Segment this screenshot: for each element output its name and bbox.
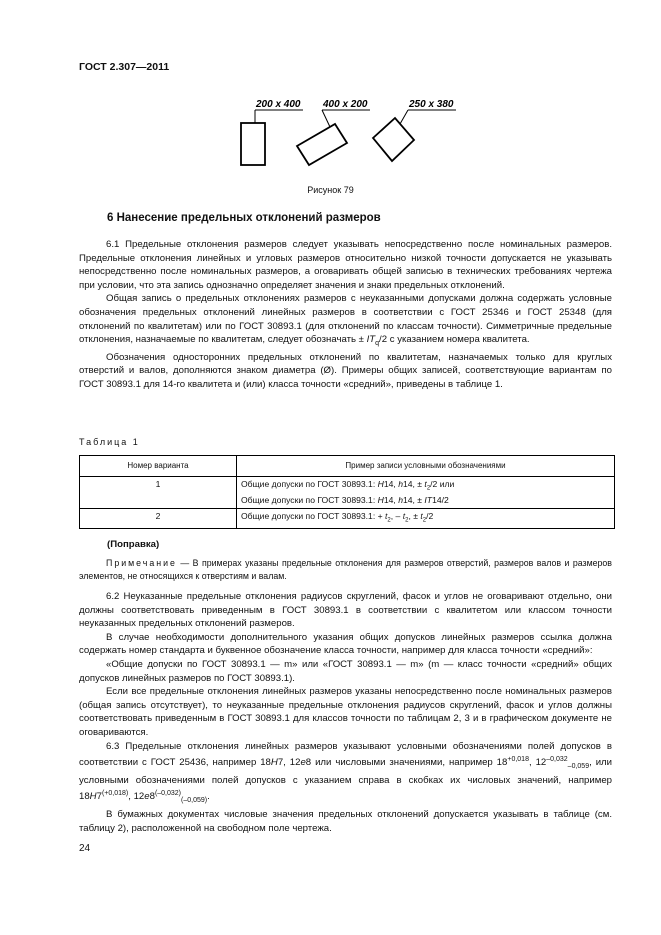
- table-cell: 1: [80, 477, 237, 509]
- paragraph: 6.3 Предельные отклонения линейных размеров указывают условными обозначениями полей допусков в соответствии с ГОСТ 25436, например 18H7, 12e8 или числовыми значениями, например $18^{+0,018}$, $12^{-0,032}_{-0,059}$, или условными обозначениями полей допусков с указанием справа в скобках их числовых значений, например $18H7^{(+0,018)}$, $12e8^{(-0,032)}_{(-0,059)}$.: [79, 740, 613, 805]
- table-header-row: [80, 456, 615, 477]
- rect-vertical: [241, 123, 265, 165]
- table-cell: Общие допуски по ГОСТ 30893.1: + $t_2$, – $t_2$, ± $t_2/2$: [237, 508, 615, 529]
- paragraph: Обозначения односторонних предельных отклонений по квалитетам, назначаемых только для круглых отверстий и валов, дополняются знаком диаметра (Ø). Примеры общих записей, соответствующие вариантам по ГОСТ 30893.1 для 14-го квалитета и (или) класса точности «средний», приведены в таблице 1.: [79, 351, 612, 390]
- paragraph: «Общие допуски по ГОСТ 30893.1 — m» или «ГОСТ 30893.1 — m» (m — класс точности «средний» общих допусков линейных размеров по ГОСТ 30893.1).: [79, 658, 612, 684]
- paragraph: 6.1 Предельные отклонения размеров следует указывать непосредственно после номинальных размеров. Предельные отклонения линейных и угловых размеров относительно низкой точности допускается не указывать непосредственно после номинальных размеров, а оговаривать общей записью в технических требованиях чертежа при условии, что эта запись однозначно определяет значения и знаки предельных отклонений.: [79, 239, 612, 291]
- note: Примечание — В примерах указаны предельные отклонения для размеров отверстий, размеров валов и размеров элементов, не относящихся к отверстиям и валам.: [79, 558, 612, 581]
- figure-label-2: 400 х 200: [323, 99, 368, 110]
- table-cell: Общие допуски по ГОСТ 30893.1: H14, h14, ± $t_2/2$ или Общие допуски по ГОСТ 30893.1: H14, h14, ± IT14/2: [237, 477, 615, 509]
- text-block-6-2: [79, 590, 612, 835]
- figure-caption: Рисунок 79: [307, 185, 354, 195]
- paragraph: Если все предельные отклонения линейных размеров указаны непосредственно после номинальных размеров (общая запись отсутствует), то неуказанные предельные отклонения радиусов скруглений, фасок и углов должны соответствовать приведенным в ГОСТ 30893.1 для классов точности по таблицам 2, 3 и в графическом документе не оговариваются.: [79, 686, 612, 738]
- table-row: [80, 477, 615, 509]
- table-header: Пример записи условными обозначениями: [237, 456, 615, 477]
- rect-rotated-1: [297, 124, 347, 165]
- section-title: 6 Нанесение предельных отклонений размеров: [107, 212, 381, 224]
- paragraph: Общая запись о предельных отклонениях размеров с неуказанными допусками должна содержать условные обозначения предельных отклонений линейных размеров в соответствии с ГОСТ 25346 и ГОСТ 25348 (для отклонений по квалитетам) или по ГОСТ 30893.1 (для отклонений по классам точности). Симметричные предельные отклонения, назначаемые по квалитетам, следует обозначать ± $IT_q/2$ с указанием номера квалитета.: [79, 293, 612, 348]
- table-caption: Таблица 1: [79, 437, 140, 447]
- figure-label-3: 250 х 380: [409, 99, 454, 110]
- table-cell: 2: [80, 508, 237, 529]
- figure-79: [0, 0, 661, 200]
- table-row: [80, 508, 615, 529]
- rect-rotated-2: [373, 118, 414, 161]
- paragraph: В случае необходимости дополнительного указания общих допусков линейных размеров ссылка должна содержать номер стандарта и буквенное обозначение класса точности, например для класса точности «средний»:: [79, 631, 612, 657]
- figure-label-1: 200 х 400: [256, 99, 301, 110]
- paragraph: В бумажных документах числовые значения предельных отклонений допускается указывать в таблице (см. таблицу 2), расположенной на свободном поле чертежа.: [79, 809, 612, 834]
- paragraph: 6.2 Неуказанные предельные отклонения радиусов скруглений, фасок и углов не оговаривают отдельно, они должны соответствовать приведенным в ГОСТ 30893.1 в соответствии с квалитетом или классом точности неуказанных предельных отклонений размеров.: [79, 591, 612, 630]
- table-header: Номер варианта: [80, 456, 237, 477]
- document-code: ГОСТ 2.307—2011: [79, 61, 170, 73]
- table-1: [79, 455, 615, 529]
- correction-note: (Поправка): [107, 539, 160, 550]
- page-number: 24: [79, 843, 91, 854]
- text-block-6-1: [79, 238, 612, 391]
